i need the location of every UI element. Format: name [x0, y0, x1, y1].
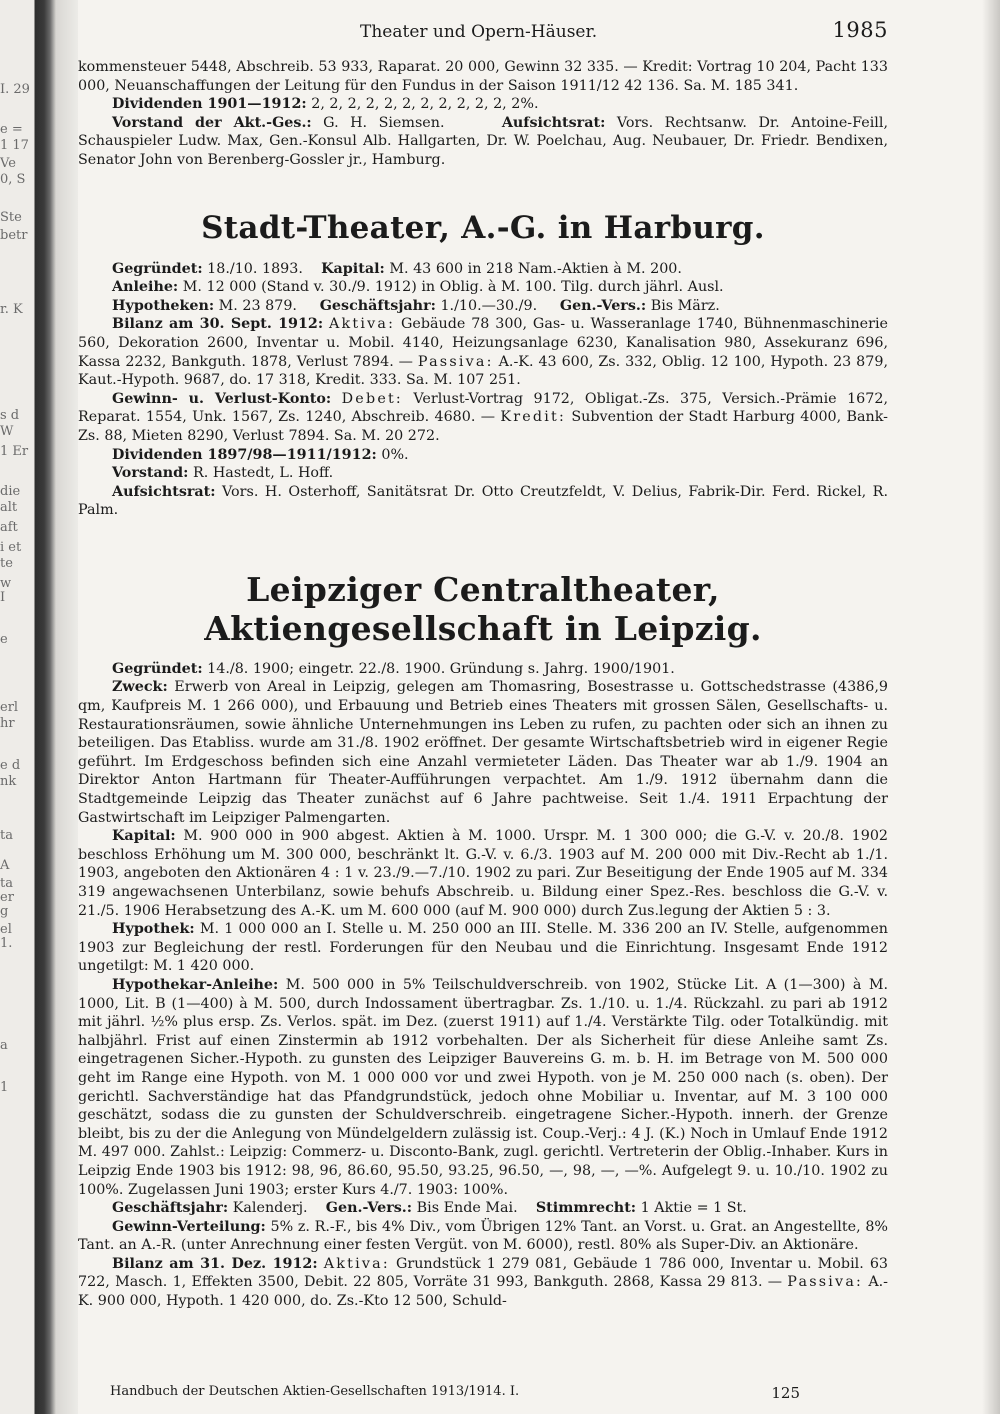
intro-vorstand: Vorstand der Akt.-Ges.: G. H. Siemsen. Aufsichtsrat: Vors. Rechtsanw. Dr. Antoine-Feill, Schauspieler Ludw. Max, Gen.-Konsul Alb. Hallgarten, Dr. W. Poelchau, Aug. Neubauer, Dr. Friedr. Bendixen, Senator John von Berenberg-Gossler jr., Hamburg.	[78, 114, 888, 168]
margin-fragment: hr	[0, 716, 15, 731]
margin-fragment: te	[0, 556, 13, 571]
margin-fragment: Ve	[0, 156, 16, 171]
harburg-guv: Gewinn- u. Verlust-Konto: Debet: Verlust-Vortrag 9172, Obligat.-Zs. 375, Versich.-Prämie 1672, Reparat. 1554, Unk. 1567, Zs. 1240, Abschreib. 4680. — Kredit: Subvention der Stadt Harburg 4000, Bank-Zs. 88, Mieten 8290, Verlust 7894. Sa. M. 20 272.	[78, 390, 889, 444]
section-harburg	[78, 260, 888, 520]
harburg-vorstand: Vorstand: R. Hastedt, L. Hoff.	[112, 465, 334, 482]
leipzig-zweck: Zweck: Erwerb von Areal in Leipzig, gelegen am Thomasring, Bosestrasse u. Gottschedstrasse (4386,9 qm, Kaufpreis M. 1 266 000), und Erbauung und Betrieb eines Theaters mit grossen Sälen, Gesellschafts- u. Restaurationsräumen, sowie ähnliche Unternehmungen ins Leben zu rufen, zu pachten oder sich an ihnen zu beteiligen. Das Etabliss. wurde am 31./8. 1902 eröffnet. Der gesamte Wirtschaftsbetrieb wird in eigener Regie geführt. Im Erdgeschoss befinden sich eine Anzahl vermieteter Läden. Das Theater war ab 1./9. 1904 an Direktor Anton Hartmann für Theater-Aufführungen verpachtet. Am 1./9. 1912 übernahm dann die Stadtgemeinde Leipzig das Theater zunächst auf 6 Jahre pachtweise. Seit 1./4. 1911 Erpachtung der Gastwirtschaft im Leipziger Palmengarten.	[78, 679, 888, 826]
margin-fragment: 1	[0, 1080, 9, 1095]
section-title-harburg: Stadt-Theater, A.-G. in Harburg.	[201, 209, 765, 246]
margin-fragment: s d	[0, 408, 20, 423]
harburg-bilanz: Bilanz am 30. Sept. 1912: Aktiva: Gebäude 78 300, Gas- u. Wasseranlage 1740, Bühnenmaschinerie 560, Dekoration 2600, Inventar u. Mobil. 4140, Heizungsanlage 6230, Kanalisation 980, Assekuranz 696, Kassa 2232, Bankguth. 1878, Verlust 7894. — Passiva: A.-K. 43 600, Zs. 332, Oblig. 12 100, Hypoth. 23 879, Kaut.-Hypoth. 9687, do. 17 318, Kredit. 333. Sa. M. 107 251.	[78, 316, 889, 389]
margin-fragment: nk	[0, 774, 17, 789]
page-content	[78, 18, 888, 1311]
margin-fragment: a	[0, 1038, 8, 1053]
intro-dividenden: Dividenden 1901—1912: 2, 2, 2, 2, 2, 2, 2, 2, 2, 2, 2, 2%.	[112, 96, 539, 113]
margin-fragment: el	[0, 922, 12, 937]
margin-fragment: e =	[0, 122, 23, 137]
margin-fragment: Ste	[0, 210, 22, 225]
leipzig-kapital: Kapital: M. 900 000 in 900 abgest. Aktien à M. 1000. Urspr. M. 1 300 000; die G.-V. v. 20./8. 1902 beschloss Erhöhung um M. 300 000, beschränkt lt. G.-V. v. 6./3. 1903 auf M. 200 000 mit Div.-Recht ab 1./1. 1903, angeboten den Aktionären 4 : 1 v. 23./9.—7./10. 1902 zu pari. Zur Beseitigung der Ende 1905 auf M. 334 319 angewachsenen Unterbilanz, sowie behufs Abschreib. u. Bildung einer Spez.-Res. beschloss die G.-V. v. 21./5. 1906 Herabsetzung des A.-K. um M. 600 000 (auf M. 900 000) durch Zus.legung der Aktien 5 : 3.	[78, 828, 889, 919]
page-header	[78, 18, 888, 58]
margin-fragment: ta	[0, 876, 13, 891]
leipzig-geschaeftsjahr: Geschäftsjahr: Kalenderj. Gen.-Vers.: Bis Ende Mai. Stimmrecht: 1 Aktie = 1 St.	[112, 1200, 747, 1217]
section-title-leipzig: Leipziger Centraltheater, Aktiengesellschaft in Leipzig.	[204, 569, 762, 648]
intro-text: kommensteuer 5448, Abschreib. 53 933, Raparat. 20 000, Gewinn 32 335. — Kredit: Vortrag 10 204, Pacht 133 000, Neuanschaffungen der Leitung für den Fundus in der Saison 1911/12 42 136. Sa. M. 185 341.	[78, 59, 888, 94]
harburg-dividenden: Dividenden 1897/98—1911/1912: 0%.	[112, 446, 409, 463]
margin-fragment: e d	[0, 758, 21, 773]
margin-fragment: 1.	[0, 936, 13, 951]
margin-fragment: r. K	[0, 302, 23, 317]
margin-fragment: e	[0, 632, 8, 647]
margin-fragment: w	[0, 576, 12, 591]
leipzig-hypothek: Hypothek: M. 1 000 000 an I. Stelle u. M. 250 000 an III. Stelle. M. 336 200 an IV. Stelle, aufgenommen 1903 zur Begleichung der restl. Forderungen für den Neubau und die Einrichtung. Insgesamt Ende 1912 ungetilgt: M. 1 420 000.	[78, 921, 888, 975]
intro-block	[78, 58, 888, 170]
running-title: Theater und Opern-Häuser.	[360, 22, 598, 42]
margin-fragment: 1 Er	[0, 444, 29, 459]
margin-fragment: betr	[0, 228, 28, 243]
margin-fragment: 0, S	[0, 172, 26, 187]
margin-fragment: er	[0, 890, 14, 905]
section-leipzig	[78, 660, 888, 1311]
margin-fragment: aft	[0, 520, 18, 535]
margin-fragment: alt	[0, 500, 18, 515]
margin-fragment: g	[0, 904, 9, 919]
margin-fragment: I	[0, 590, 6, 605]
harburg-aufsichtsrat: Aufsichtsrat: Vors. H. Osterhoff, Sanitätsrat Dr. Otto Creutzfeldt, V. Delius, Fabrik-Dir. Ferd. Rickel, R. Palm.	[78, 483, 888, 519]
harburg-hypotheken: Hypotheken: M. 23 879. Geschäftsjahr: 1./10.—30./9. Gen.-Vers.: Bis März.	[112, 297, 720, 314]
leipzig-gewinn-verteilung: Gewinn-Verteilung: 5% z. R.-F., bis 4% Div., vom Übrigen 12% Tant. an Vorst. u. Grat. an Angestellte, 8% Tant. an A.-R. (unter Anrechnung einer festen Vergüt. von M. 6000), restl. 80% als Super-Div. an Aktionäre.	[78, 1218, 888, 1254]
leipzig-gegruendet: Gegründet: 14./8. 1900; eingetr. 22./8. 1900. Gründung s. Jahrg. 1900/1901.	[112, 660, 675, 677]
footer-book-title: Handbuch der Deutschen Aktien-Gesellschaften 1913/1914. I.	[110, 1384, 520, 1399]
footer-sheet-number: 125	[771, 1384, 800, 1402]
page-footer	[110, 1384, 810, 1402]
margin-fragment: i et	[0, 540, 22, 555]
margin-fragment: ta	[0, 828, 13, 843]
harburg-gegruendet: Gegründet: 18./10. 1893. Kapital: M. 43 600 in 218 Nam.-Aktien à M. 200.	[112, 260, 682, 277]
margin-fragment: 1 17	[0, 138, 29, 153]
leipzig-bilanz: Bilanz am 31. Dez. 1912: Aktiva: Grundstück 1 279 081, Gebäude 1 786 000, Inventar u. Mobil. 63 722, Masch. 1, Effekten 3500, Debit. 22 805, Vorräte 31 993, Bankguth. 2868, Kassa 29 813. — Passiva: A.-K. 900 000, Hypoth. 1 420 000, do. Zs.-Kto 12 500, Schuld-	[78, 1255, 889, 1310]
leipzig-hypothekar-anleihe: Hypothekar-Anleihe: M. 500 000 in 5% Teilschuldverschreib. von 1902, Stücke Lit. A (1—300) à M. 1000, Lit. B (1—400) à M. 500, durch Indossament übertragbar. Zs. 1./10. u. 1./4. Rückzahl. zu pari ab 1912 mit jährl. ½% plus ersp. Zs. Verlos. spät. im Dez. (zuerst 1911) auf 1./4. Verstärkte Tilg. oder Totalkündig. mit halbjährl. Frist auf einen Zinstermin ab 1912 vorbehalten. Der als Sicherheit für diese Anleihe samt Zs. eingetragenen Sicher.-Hypoth. zu gunsten des Leipziger Bauvereins G. m. b. H. im Betrage von M. 500 000 geht im Range eine Hypoth. von M. 1 000 000 vor und zwei Hypoth. von je M. 250 000 nach (s. oben). Der gerichtl. Sachverständige hat das Pfandgrundstück, jedoch ohne Mobiliar u. Inventar, auf M. 3 100 000 geschätzt, sodass die zu gunsten der Schuldverschreib. eingetragene Sicher.-Hypoth. innerh. der Grenze bleibt, bis zu der die Anlegung von Mündelgeldern zulässig ist. Coup.-Verj.: 4 J. (K.) Noch in Umlauf Ende 1912 M. 497 000. Zahlst.: Leipzig: Commerz- u. Disconto-Bank, zugl. gerichtl. Vertreterin der Oblig.-Inhaber. Kurs in Leipzig Ende 1903 bis 1912: 98, 96, 86.60, 95.50, 93.25, 96.50, —, 98, —, —%. Aufgelegt 9. u. 10./10. 1902 zu 100%. Zugelassen Juni 1903; erster Kurs 4./7. 1903: 100%.	[78, 976, 889, 1198]
margin-fragment: W	[0, 424, 14, 439]
margin-fragment: I. 29	[0, 82, 30, 97]
harburg-anleihe: Anleihe: M. 12 000 (Stand v. 30./9. 1912) in Oblig. à M. 100. Tilg. durch jährl. Ausl.	[112, 279, 724, 296]
scan-right-edge	[982, 0, 1000, 1414]
margin-fragment: A	[0, 858, 10, 873]
page-number: 1985	[832, 18, 888, 42]
margin-fragment: erl	[0, 700, 19, 715]
margin-fragment: die	[0, 484, 21, 499]
